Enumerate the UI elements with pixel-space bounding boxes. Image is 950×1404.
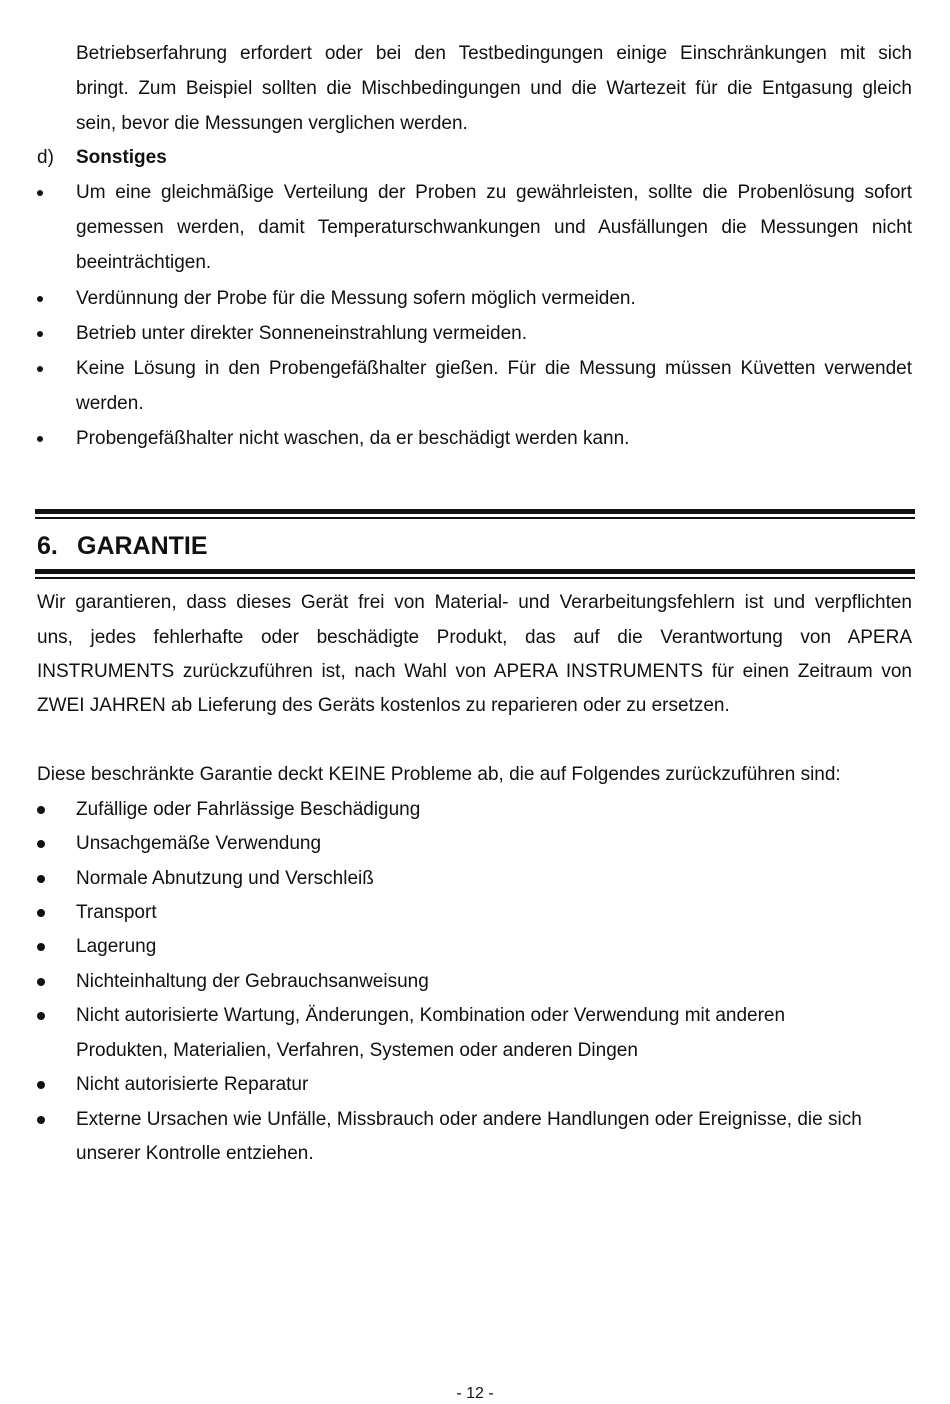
exclusion-item: unserer Kontrolle entziehen. [76,1143,314,1164]
bullet-icon [37,1108,49,1132]
page-section-heading [37,531,208,561]
exclusion-item: Externe Ursachen wie Unfälle, Missbrauch oder andere Handlungen oder Ereignisse, die sich [76,1109,862,1130]
bullet-icon [37,867,49,891]
warranty-paragraph-line: ZWEI JAHREN ab Lieferung des Geräts kostenlos zu reparieren oder zu ersetzen. [37,695,730,716]
heading-rule-top-thin [35,517,915,519]
bullet-icon [37,1004,49,1028]
exclusion-item: Transport [76,902,157,923]
bullet-icon [37,427,49,451]
note-text: gemessen werden, damit Temperaturschwankungen und Ausfällungen die Messungen nicht [76,217,912,238]
intro-line: Betriebserfahrung erfordert oder bei den Testbedingungen einige Einschränkungen mit sich [76,43,912,64]
exclusion-item: Unsachgemäße Verwendung [76,833,322,854]
exclusion-item: Normale Abnutzung und Verschleiß [76,868,374,889]
bullet-icon [37,287,49,311]
exclusion-item: Lagerung [76,936,157,957]
exclusion-item: Nichteinhaltung der Gebrauchsanweisung [76,971,429,992]
page-number: - 12 - [456,1385,494,1402]
exclusion-item: Nicht autorisierte Wartung, Änderungen, Kombination oder Verwendung mit anderen [76,1005,786,1026]
note-text: Verdünnung der Probe für die Messung sofern möglich vermeiden. [76,288,636,309]
section-title: Sonstiges [76,147,167,168]
section-number: 6. [37,532,58,560]
exclusion-item: Zufällige oder Fahrlässige Beschädigung [76,799,421,820]
bullet-icon [37,935,49,959]
bullet-icon [37,798,49,822]
warranty-paragraph-line: uns, jedes fehlerhafte oder beschädigte Produkt, das auf die Verantwortung von APERA [37,627,912,648]
note-text: Betrieb unter direkter Sonneneinstrahlung vermeiden. [76,323,527,344]
note-text: werden. [76,393,144,414]
note-text: Probengefäßhalter nicht waschen, da er beschädigt werden kann. [76,428,630,449]
section-heading-title: GARANTIE [77,532,208,560]
note-text: beeinträchtigen. [76,252,212,273]
bullet-icon [37,901,49,925]
note-text: Keine Lösung in den Probengefäßhalter gießen. Für die Messung müssen Küvetten verwendet [76,358,912,379]
exclusion-item: Produkten, Materialien, Verfahren, Systemen oder anderen Dingen [76,1040,638,1061]
intro-line: sein, bevor die Messungen verglichen werden. [76,113,468,134]
warranty-exclusion-intro: Diese beschränkte Garantie deckt KEINE Probleme ab, die auf Folgendes zurückzuführen sind: [37,764,841,785]
warranty-paragraph-line: INSTRUMENTS zurückzuführen ist, nach Wahl von APERA INSTRUMENTS für einen Zeitraum von [37,661,912,682]
bullet-icon [37,832,49,856]
exclusion-item: Nicht autorisierte Reparatur [76,1074,309,1095]
bullet-icon [37,322,49,346]
intro-line: bringt. Zum Beispiel sollten die Mischbedingungen und die Wartezeit für die Entgasung gleich [76,78,912,99]
bullet-icon [37,181,49,205]
bullet-icon [37,970,49,994]
note-text: Um eine gleichmäßige Verteilung der Proben zu gewährleisten, sollte die Probenlösung sofort [76,182,912,203]
warranty-paragraph-line: Wir garantieren, dass dieses Gerät frei von Material- und Verarbeitungsfehlern ist und verpflichten [37,592,912,613]
bullet-icon [37,1073,49,1097]
section-marker: d) [37,147,54,168]
bullet-icon [37,357,49,381]
heading-rule-bottom [35,569,915,574]
heading-rule-bottom-thin [35,577,915,579]
heading-rule-top [35,509,915,514]
